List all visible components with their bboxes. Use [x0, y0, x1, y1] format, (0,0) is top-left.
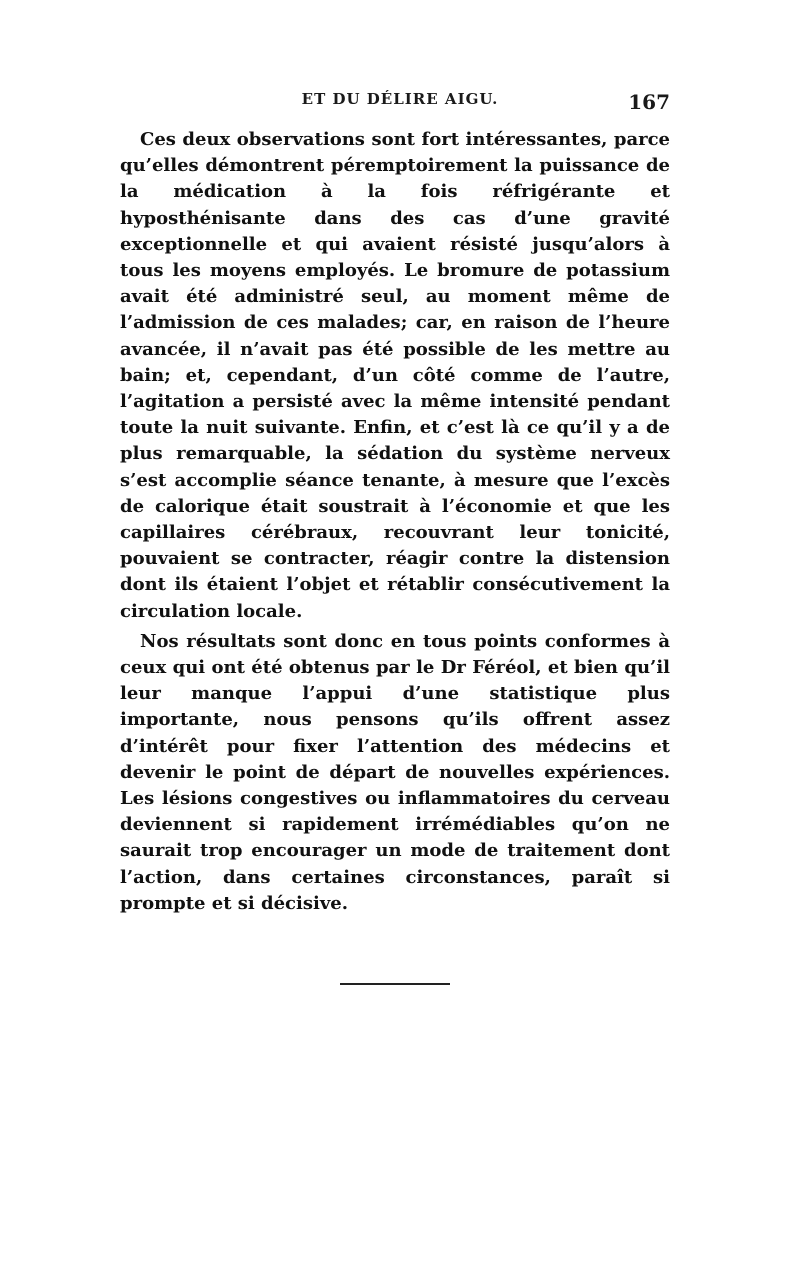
section-end-rule: [340, 983, 450, 985]
body-text: [120, 127, 670, 917]
page-number: 167: [628, 90, 670, 114]
paragraph-observations: Ces deux observations sont fort intéressantes, parce qu’elles démontrent péremptoirement la puissance de la médication à la fois réfrigérante et hyposthénisante dans des cas d’une gravité exceptionnelle et qui avaient résisté jusqu’alors à tous les moyens employés. Le bromure de potassium avait été administré seul, au moment même de l’admission de ces malades; car, en raison de l’heure avancée, il n’avait pas été possible de les mettre au bain; et, cependant, d’un côté comme de l’autre, l’agitation a persisté avec la même intensité pendant toute la nuit suivante. Enfin, et c’est là ce qu’il y a de plus remarquable, la sédation du système nerveux s’est accomplie séance tenante, à mesure que l’excès de calorique était soustrait à l’économie et que les capillaires cérébraux, recouvrant leur tonicité, pouvaient se contracter, réagir contre la distension dont ils étaient l’objet et rétablir consécutivement la circulation locale.: [120, 129, 670, 622]
running-header: [120, 90, 680, 116]
paragraph-results: Nos résultats sont donc en tous points conformes à ceux qui ont été obtenus par le Dr Féréol, et bien qu’il leur manque l’appui d’une statistique plus importante, nous pensons qu’ils offrent assez d’intérêt pour fixer l’attention des médecins et devenir le point de départ de nouvelles expériences. Les lésions congestives ou inflammatoires du cerveau deviennent si rapidement irrémédiables qu’on ne saurait trop encourager un mode de traitement dont l’action, dans certaines circonstances, paraît si prompte et si décisive.: [120, 630, 670, 914]
running-title: ET DU DÉLIRE AIGU.: [301, 90, 499, 108]
